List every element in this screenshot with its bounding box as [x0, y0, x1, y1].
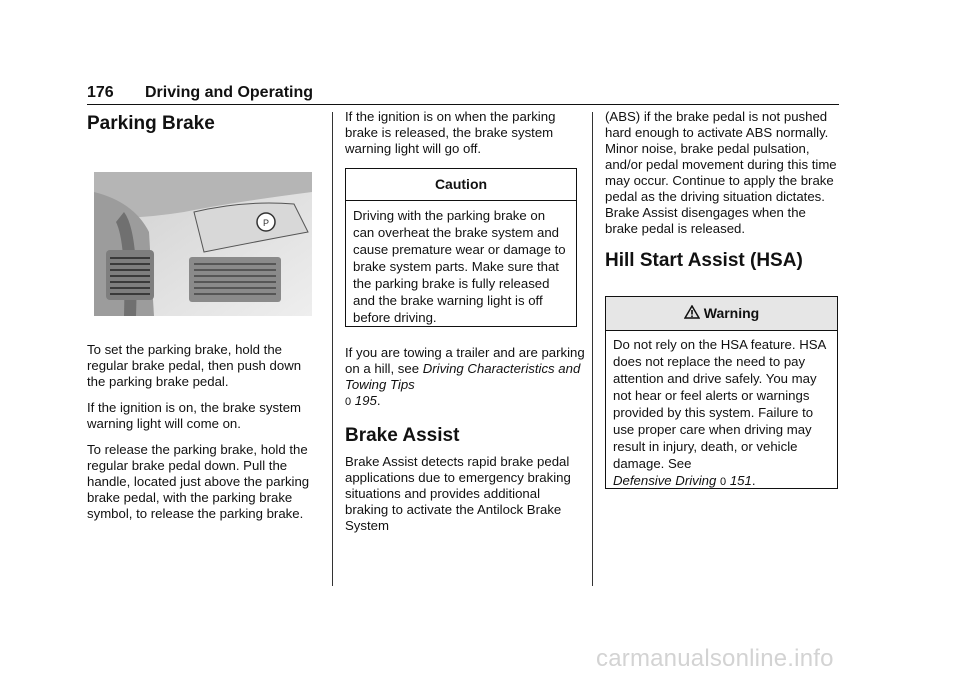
- page-header: [87, 84, 313, 102]
- paragraph: If the ignition is on, the brake system warning light will come on.: [87, 400, 302, 431]
- column-divider-2: [592, 112, 593, 586]
- towing-text: If you are towing a trailer and are parking on a hill, see: [345, 345, 585, 376]
- paragraph: To set the parking brake, hold the regular brake pedal, then push down the parking brake pedal.: [87, 342, 302, 389]
- period: .: [751, 473, 756, 488]
- column-3: [605, 109, 837, 273]
- warning-text: [606, 331, 837, 491]
- paragraph: (ABS) if the brake pedal is not pushed hard enough to activate ABS normally. Minor noise, brake pedal pulsation, and/or pedal movement during this time may occur. Continue to apply the brake pedal as the driving situation dictates. Brake Assist disengages when the brake pedal is released.: [605, 109, 837, 236]
- brake-assist-heading: Brake Assist: [345, 425, 460, 446]
- warning-title-row: [606, 297, 837, 331]
- period: .: [376, 393, 381, 408]
- column-2-lower: [345, 345, 585, 544]
- parking-brake-illustration: [94, 172, 312, 316]
- warning-title: Warning: [703, 305, 760, 321]
- caution-title: Caution: [346, 169, 576, 201]
- parking-brake-heading: Parking Brake: [87, 113, 215, 134]
- caution-box: [345, 168, 577, 327]
- driving-characteristics-link[interactable]: Driving Characteristics and Towing Tips: [345, 361, 581, 392]
- page-ref-arrow-icon: 0: [345, 396, 352, 408]
- column-divider-1: [332, 112, 333, 586]
- towing-paragraph: [345, 345, 585, 410]
- hsa-heading: Hill Start Assist (HSA): [605, 250, 803, 271]
- page-ref-195[interactable]: 195: [354, 393, 377, 408]
- section-title: Driving and Operating: [145, 84, 314, 101]
- warning-body: Do not rely on the HSA feature. HSA does not replace the need to pay attention and drive safely. You may not hear or feel alerts or warnings provided by this system. Failure to use proper care when driving may result in injury, death, or vehicle damage. See: [613, 337, 826, 471]
- paragraph: Brake Assist detects rapid brake pedal applications due to emergency braking situations and provides additional braking to activate the Antilock Brake System: [345, 454, 571, 533]
- svg-text:P: P: [262, 218, 270, 228]
- warning-icon: [684, 298, 700, 331]
- header-rule: [87, 104, 839, 105]
- page-number: 176: [87, 84, 114, 101]
- paragraph: If the ignition is on when the parking brake is released, the brake system warning light will go off.: [345, 109, 556, 156]
- defensive-driving-link[interactable]: Defensive Driving: [613, 473, 717, 488]
- caution-text: Driving with the parking brake on can overheat the brake system and cause premature wear or damage to brake system parts. Make sure that the parking brake is fully released and the brake warning light is off before driving.: [353, 208, 566, 325]
- warning-box: [605, 296, 838, 489]
- page-ref-151[interactable]: 151: [729, 473, 752, 488]
- page-ref-arrow-icon: 0: [720, 476, 727, 488]
- column-2: [345, 109, 585, 167]
- watermark: carmanualsonline.info: [596, 645, 834, 672]
- paragraph: To release the parking brake, hold the regular brake pedal down. Pull the handle, located just above the parking brake pedal, with the parking brake symbol, to release the parking brake.: [87, 442, 310, 521]
